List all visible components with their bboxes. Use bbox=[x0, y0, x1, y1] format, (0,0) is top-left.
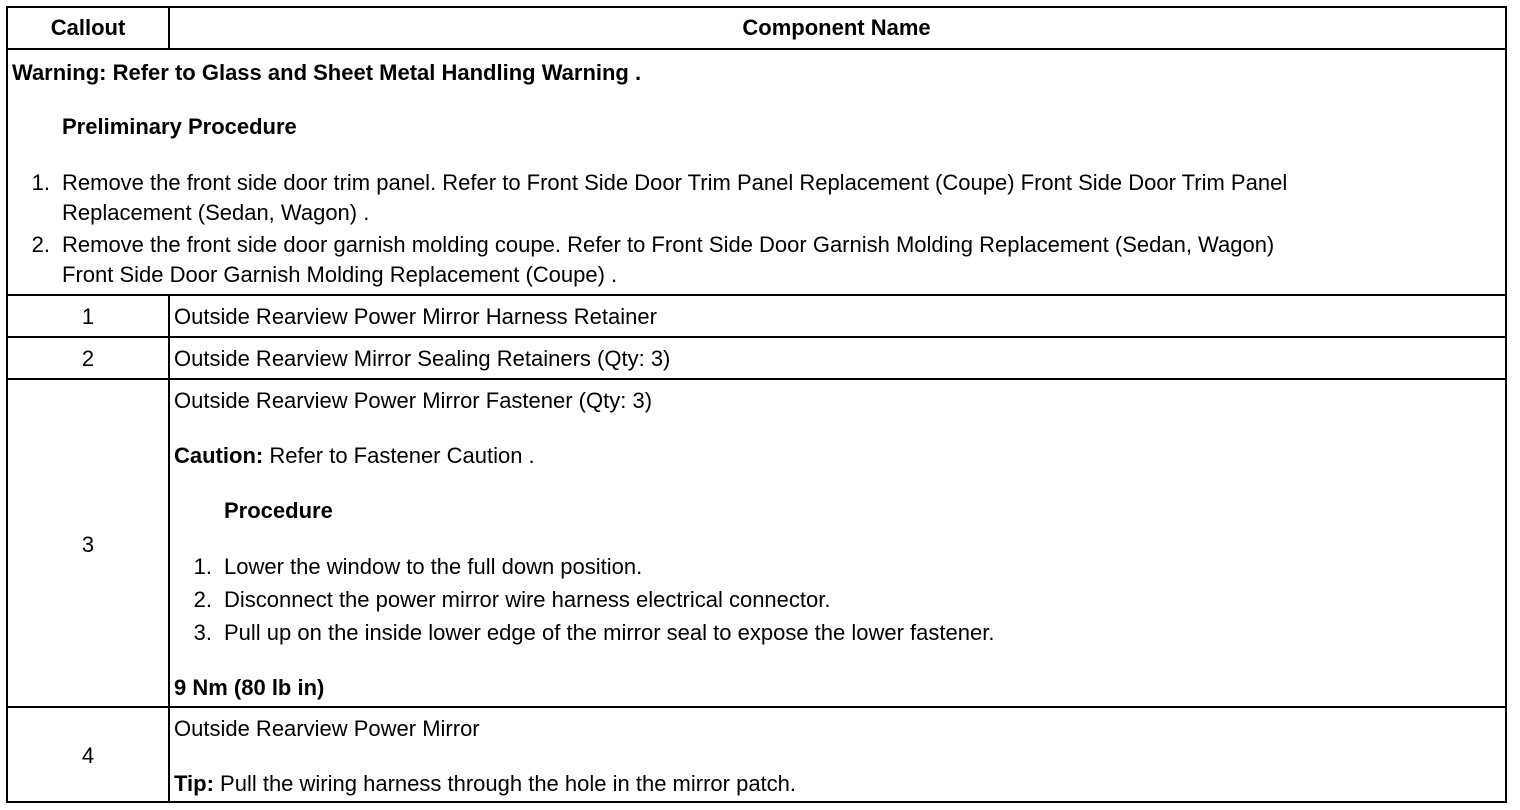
preface-divider bbox=[8, 294, 1505, 296]
warning-line bbox=[12, 58, 641, 88]
header-divider bbox=[8, 48, 1505, 50]
prelim-step-text: Front Side Door Garnish Molding Replacement (Coupe) . bbox=[62, 262, 618, 287]
torque-spec: 9 Nm (80 lb in) bbox=[174, 675, 325, 700]
prelim-step-text: Remove the front side door trim panel. Refer to Front Side Door Trim Panel Replacement (Coupe) Front Side Door Trim Panel bbox=[62, 170, 1288, 195]
tip-text: Pull the wiring harness through the hole in the mirror patch. bbox=[213, 771, 797, 796]
prelim-step-text: Remove the front side door garnish molding coupe. Refer to Front Side Door Garnish Molding Replacement (Sedan, Wagon) bbox=[62, 232, 1275, 257]
tip-label: Tip: bbox=[174, 771, 214, 796]
header-callout: Callout bbox=[50, 15, 126, 40]
tip-line bbox=[174, 769, 796, 799]
procedure-step-text: Pull up on the inside lower edge of the mirror seal to expose the lower fastener. bbox=[224, 620, 995, 645]
component-name: Outside Rearview Power Mirror bbox=[174, 716, 480, 741]
component-table bbox=[6, 6, 1507, 803]
component-name: Outside Rearview Mirror Sealing Retainers (Qty: 3) bbox=[174, 346, 671, 371]
procedure-step-number: 1. bbox=[193, 554, 212, 579]
procedure-step-text: Lower the window to the full down position. bbox=[224, 554, 643, 579]
caution-label: Caution: bbox=[174, 443, 264, 468]
row-divider bbox=[8, 378, 1505, 380]
procedure-step-text: Disconnect the power mirror wire harness electrical connector. bbox=[224, 587, 831, 612]
caution-text: Refer to Fastener Caution . bbox=[263, 443, 535, 468]
caution-line bbox=[174, 441, 535, 471]
component-name: Outside Rearview Power Mirror Fastener (Qty: 3) bbox=[174, 388, 653, 413]
procedure-title: Procedure bbox=[224, 498, 333, 523]
header-component-name: Component Name bbox=[742, 15, 931, 40]
callout-number: 4 bbox=[81, 743, 95, 768]
callout-number: 1 bbox=[81, 304, 95, 329]
procedure-step-number: 3. bbox=[193, 620, 212, 645]
row-divider bbox=[8, 336, 1505, 338]
component-name: Outside Rearview Power Mirror Harness Retainer bbox=[174, 304, 657, 329]
column-divider-body bbox=[168, 294, 170, 801]
prelim-step-number: 2. bbox=[31, 232, 50, 257]
preliminary-procedure-title: Preliminary Procedure bbox=[62, 114, 297, 139]
callout-number: 3 bbox=[81, 532, 95, 557]
warning-label: Warning: bbox=[12, 60, 107, 85]
row-divider bbox=[8, 706, 1505, 708]
callout-number: 2 bbox=[81, 346, 95, 371]
warning-text: Refer to Glass and Sheet Metal Handling Warning . bbox=[106, 60, 642, 85]
prelim-step-text: Replacement (Sedan, Wagon) . bbox=[62, 200, 370, 225]
prelim-step-number: 1. bbox=[31, 170, 50, 195]
procedure-step-number: 2. bbox=[193, 587, 212, 612]
